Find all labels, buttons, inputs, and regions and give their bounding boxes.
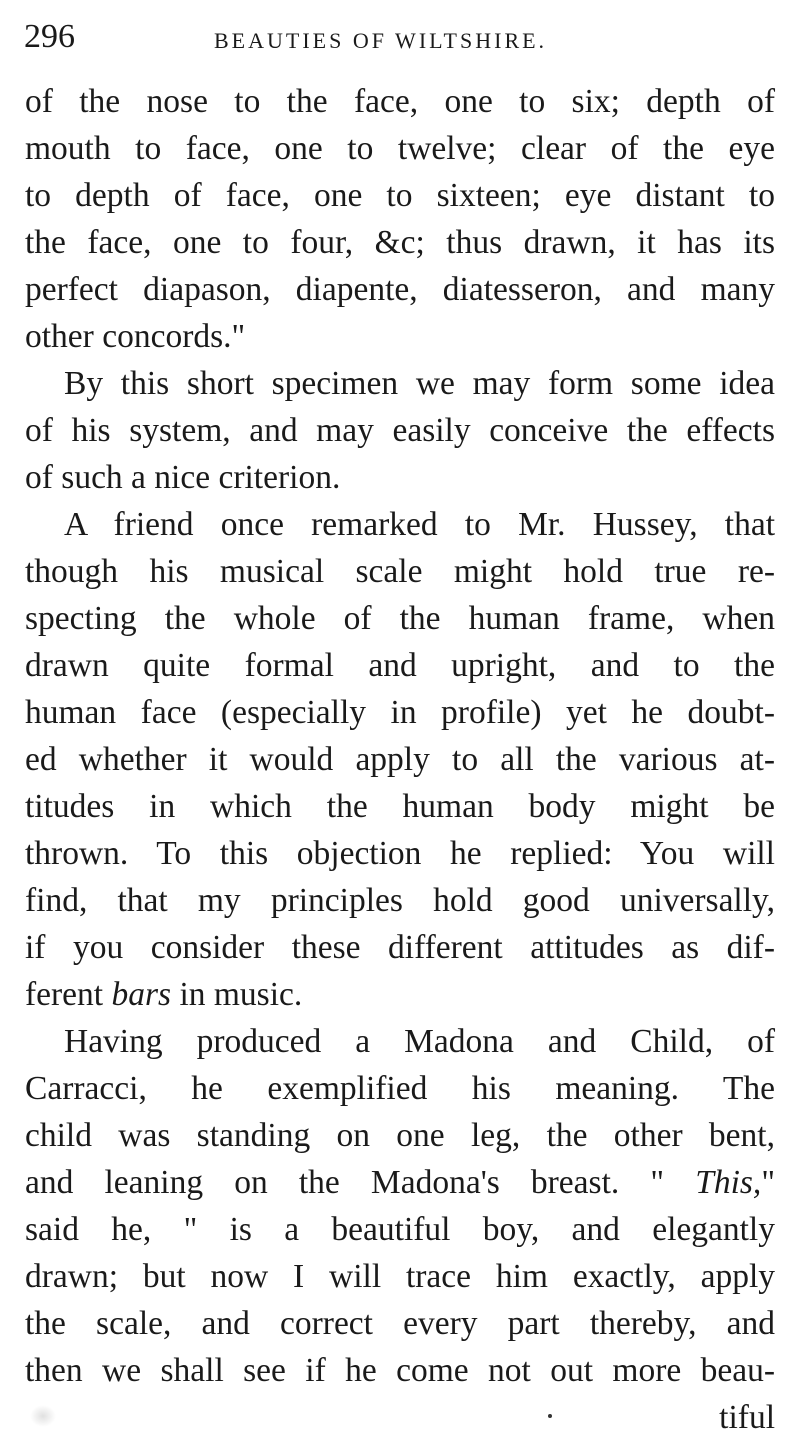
text-line: then we shall see if he come not out more beau- — [25, 1352, 775, 1389]
text-line: ferent bars in music. — [25, 976, 303, 1013]
text-line: human face (especially in profile) yet he doubt- — [25, 694, 775, 731]
page-header — [24, 18, 776, 58]
catchword: tiful — [719, 1399, 775, 1436]
text-line: A friend once remarked to Mr. Hussey, that — [64, 506, 775, 543]
text-line: if you consider these different attitudes as dif- — [25, 929, 775, 966]
text-line: drawn quite formal and upright, and to the — [25, 647, 775, 684]
page-number: 296 — [24, 18, 75, 55]
text-line: By this short specimen we may form some idea — [64, 365, 775, 402]
text-line: child was standing on one leg, the other bent, — [25, 1117, 775, 1154]
text-line: thrown. To this objection he replied: You will — [25, 835, 775, 872]
text-line: of such a nice criterion. — [25, 459, 341, 496]
text-line: mouth to face, one to twelve; clear of the eye — [25, 130, 775, 167]
text-line: specting the whole of the human frame, when — [25, 600, 775, 637]
text-line: the face, one to four, &c; thus drawn, it has its — [25, 224, 775, 261]
text-line: drawn; but now I will trace him exactly, apply — [25, 1258, 775, 1295]
running-head: BEAUTIES OF WILTSHIRE. — [214, 28, 548, 53]
text-line: perfect diapason, diapente, diatesseron, and many — [25, 271, 775, 308]
text-line: though his musical scale might hold true re- — [25, 553, 775, 590]
text-line: find, that my principles hold good universally, — [25, 882, 775, 919]
text-line: ed whether it would apply to all the various at- — [25, 741, 775, 778]
text-line: of the nose to the face, one to six; depth of — [25, 83, 775, 120]
text-line: Having produced a Madona and Child, of — [64, 1023, 775, 1060]
text-line: of his system, and may easily conceive the effects — [25, 412, 775, 449]
text-line: said he, " is a beautiful boy, and elegantly — [25, 1211, 775, 1248]
text-line: Carracci, he exemplified his meaning. The — [25, 1070, 775, 1107]
text-line: other concords." — [25, 318, 246, 355]
text-line: the scale, and correct every part thereby, and — [25, 1305, 775, 1342]
text-line: titudes in which the human body might be — [25, 788, 775, 825]
text-line: to depth of face, one to sixteen; eye distant to — [25, 177, 775, 214]
text-line: and leaning on the Madona's breast. " This," — [25, 1164, 775, 1201]
